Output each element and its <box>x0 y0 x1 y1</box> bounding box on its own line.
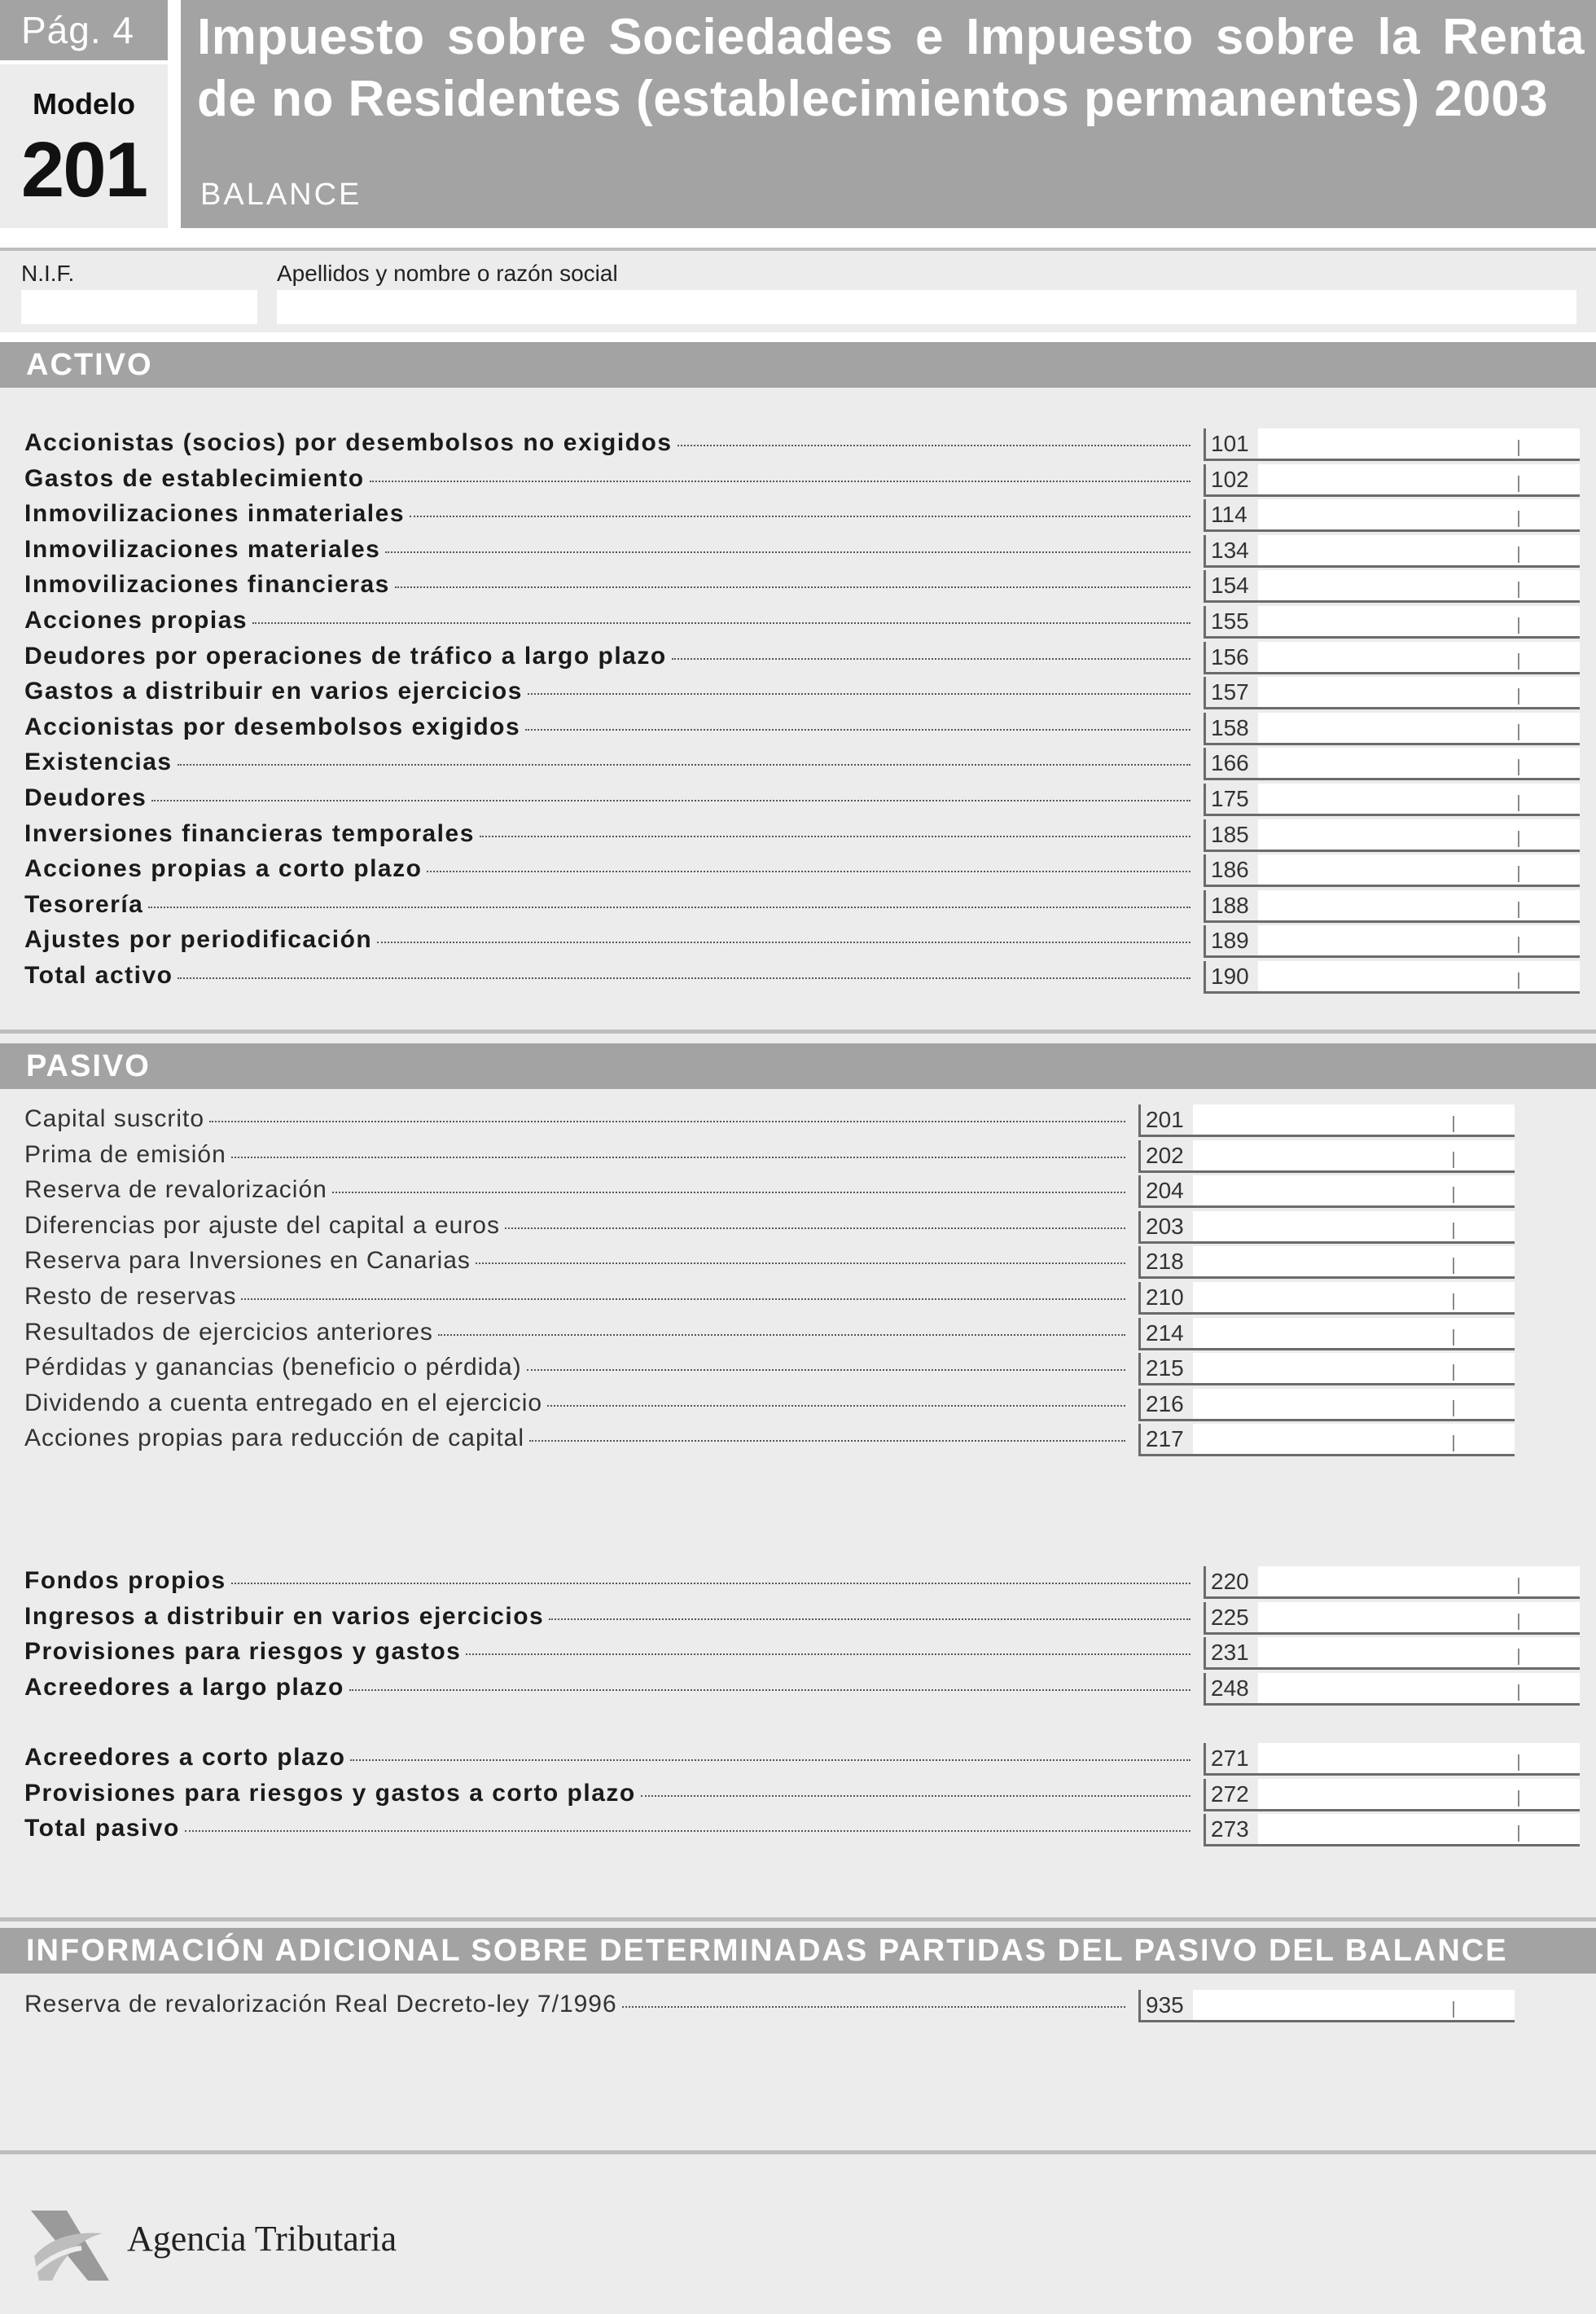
row-label <box>24 1350 1125 1385</box>
decimal-separator-mark <box>1453 1435 1454 1451</box>
form-row <box>0 1811 1596 1846</box>
form-row <box>0 532 1596 568</box>
dot-leader <box>547 1385 1125 1407</box>
row-label <box>24 425 1190 461</box>
box-code: 186 <box>1206 854 1258 885</box>
row-label <box>24 1811 1190 1846</box>
row-label <box>24 816 1190 852</box>
amount-field[interactable] <box>1204 890 1580 923</box>
identification-block <box>0 248 1596 332</box>
box-code: 190 <box>1206 961 1258 991</box>
decimal-separator-mark <box>1453 1223 1454 1239</box>
row-label <box>24 532 1190 568</box>
row-label <box>24 1243 1125 1279</box>
dot-leader <box>350 1740 1190 1761</box>
amount-field[interactable] <box>1204 499 1580 532</box>
box-code: 166 <box>1206 748 1258 778</box>
amount-field[interactable] <box>1204 1814 1580 1846</box>
dot-leader <box>178 744 1190 766</box>
box-code: 210 <box>1141 1282 1193 1312</box>
amount-field[interactable] <box>1204 748 1580 780</box>
row-label-text: Resto de reservas <box>24 1279 241 1315</box>
amount-field[interactable] <box>1138 1353 1515 1385</box>
page-number: Pág. 4 <box>0 0 168 60</box>
amount-field[interactable] <box>1204 1602 1580 1635</box>
decimal-separator-mark <box>1453 1293 1454 1310</box>
amount-field[interactable] <box>1204 606 1580 639</box>
row-label-text: Existencias <box>24 744 178 780</box>
dot-leader <box>480 816 1190 837</box>
box-code: 175 <box>1206 784 1258 814</box>
dot-leader <box>438 1315 1125 1336</box>
row-label-text: Total activo <box>24 958 178 994</box>
dot-leader <box>528 674 1190 695</box>
decimal-separator-mark <box>1518 902 1519 918</box>
dot-leader <box>525 709 1190 731</box>
row-label-text: Total pasivo <box>24 1811 185 1846</box>
box-code: 201 <box>1141 1104 1193 1135</box>
box-code: 188 <box>1206 890 1258 920</box>
amount-field[interactable] <box>1204 642 1580 674</box>
row-label-text: Inmovilizaciones inmateriales <box>24 496 410 532</box>
form-row <box>0 1987 1596 2022</box>
form-row <box>0 887 1596 923</box>
box-code: 217 <box>1141 1424 1193 1454</box>
info-heading: INFORMACIÓN ADICIONAL SOBRE DETERMINADAS PARTIDAS DEL PASIVO DEL BALANCE <box>0 1928 1596 1974</box>
row-label-text: Pérdidas y ganancias (beneficio o pérdida) <box>24 1350 527 1385</box>
row-label-text: Reserva de revalorización <box>24 1172 332 1208</box>
row-label <box>24 1670 1190 1706</box>
dot-leader <box>252 603 1190 624</box>
model-label: Modelo <box>33 87 135 121</box>
row-label-text: Capital suscrito <box>24 1101 209 1137</box>
amount-field[interactable] <box>1138 1318 1515 1350</box>
box-code: 185 <box>1206 819 1258 850</box>
decimal-separator-mark <box>1518 1825 1519 1842</box>
dot-leader <box>370 461 1190 482</box>
row-label-text: Deudores por operaciones de tráfico a largo plazo <box>24 639 672 674</box>
form-row <box>0 496 1596 532</box>
row-label-text: Inmovilizaciones materiales <box>24 532 385 568</box>
row-label-text: Acciones propias a corto plazo <box>24 851 427 887</box>
row-label-text: Reserva de revalorización Real Decreto-ley 7/1996 <box>24 1987 622 2022</box>
form-title: Impuesto sobre Sociedades e Impuesto sobre la Renta de no Residentes (establecimientos permanentes) 2003 <box>197 9 1585 127</box>
decimal-separator-mark <box>1518 1754 1519 1771</box>
box-code: 102 <box>1206 464 1258 494</box>
amount-field[interactable] <box>1204 1779 1580 1811</box>
row-label <box>24 922 1190 958</box>
row-label-text: Inmovilizaciones financieras <box>24 567 395 603</box>
row-label-text: Provisiones para riesgos y gastos <box>24 1634 466 1670</box>
nif-label: N.I.F. <box>21 261 75 286</box>
dot-leader <box>529 1420 1125 1442</box>
box-code: 216 <box>1141 1389 1193 1419</box>
form-row <box>0 851 1596 887</box>
pasivo-heading: PASIVO <box>0 1043 1596 1089</box>
amount-field[interactable] <box>1204 1566 1580 1599</box>
form-row <box>0 1243 1596 1279</box>
form-row <box>0 958 1596 994</box>
box-code: 248 <box>1206 1673 1258 1703</box>
decimal-separator-mark <box>1518 1684 1519 1701</box>
row-label-text: Gastos de establecimiento <box>24 461 370 497</box>
dot-leader <box>549 1599 1190 1620</box>
amount-field[interactable] <box>1204 819 1580 852</box>
decimal-separator-mark <box>1453 1400 1454 1416</box>
box-code: 218 <box>1141 1246 1193 1276</box>
name-field[interactable] <box>277 290 1576 324</box>
row-label-text: Ajustes por periodificación <box>24 922 377 958</box>
dot-leader <box>641 1776 1190 1797</box>
dot-leader <box>231 1563 1190 1584</box>
amount-field[interactable] <box>1204 535 1580 568</box>
amount-field[interactable] <box>1138 1175 1515 1208</box>
row-label-text: Inversiones financieras temporales <box>24 816 480 852</box>
box-code: 101 <box>1206 428 1258 459</box>
row-label <box>24 887 1190 923</box>
row-label-text: Diferencias por ajuste del capital a euros <box>24 1208 505 1244</box>
decimal-separator-mark <box>1518 547 1519 563</box>
amount-field[interactable] <box>1138 1140 1515 1173</box>
row-label <box>24 1987 1125 2022</box>
row-label-text: Dividendo a cuenta entregado en el ejercicio <box>24 1385 547 1421</box>
dot-leader <box>231 1137 1125 1158</box>
amount-field[interactable] <box>1204 854 1580 887</box>
decimal-separator-mark <box>1518 476 1519 492</box>
form-row <box>0 780 1596 816</box>
amount-field[interactable] <box>1204 925 1580 958</box>
row-label <box>24 1279 1125 1315</box>
agency-name: Agencia Tributaria <box>127 2219 397 2259</box>
row-label <box>24 851 1190 887</box>
amount-field[interactable] <box>1138 1282 1515 1315</box>
decimal-separator-mark <box>1453 1152 1454 1168</box>
row-label-text: Resultados de ejercicios anteriores <box>24 1315 438 1350</box>
agency-logo-icon <box>24 2206 117 2285</box>
decimal-separator-mark <box>1518 831 1519 847</box>
amount-field[interactable] <box>1204 464 1580 497</box>
box-code: 215 <box>1141 1353 1193 1383</box>
row-label <box>24 744 1190 780</box>
dot-leader <box>241 1279 1125 1300</box>
decimal-separator-mark <box>1518 617 1519 634</box>
form-row <box>0 1137 1596 1173</box>
decimal-separator-mark <box>1518 511 1519 527</box>
decimal-separator-mark <box>1453 2001 1454 2018</box>
row-label-text: Prima de emisión <box>24 1137 231 1173</box>
row-label-text: Acciones propias <box>24 603 252 639</box>
decimal-separator-mark <box>1453 1329 1454 1346</box>
row-label <box>24 567 1190 603</box>
amount-field[interactable] <box>1138 1246 1515 1279</box>
row-label-text: Deudores <box>24 780 151 816</box>
dot-leader <box>527 1350 1125 1371</box>
row-label <box>24 1385 1125 1421</box>
row-label-text: Accionistas (socios) por desembolsos no exigidos <box>24 425 677 461</box>
box-code: 156 <box>1206 642 1258 672</box>
row-label <box>24 1208 1125 1244</box>
form-row <box>0 922 1596 958</box>
decimal-separator-mark <box>1453 1116 1454 1132</box>
box-code: 214 <box>1141 1318 1193 1348</box>
decimal-separator-mark <box>1518 440 1519 456</box>
row-label <box>24 1420 1125 1456</box>
name-label: Apellidos y nombre o razón social <box>277 261 618 286</box>
box-code: 220 <box>1206 1566 1258 1596</box>
row-label <box>24 1599 1190 1635</box>
form-row <box>0 1315 1596 1350</box>
dot-leader <box>410 496 1190 517</box>
row-label <box>24 1315 1125 1350</box>
decimal-separator-mark <box>1518 937 1519 953</box>
info-section <box>0 1921 1596 2150</box>
row-label <box>24 1776 1190 1811</box>
activo-section <box>0 342 1596 1030</box>
dot-leader <box>505 1208 1125 1229</box>
row-label-text: Accionistas por desembolsos exigidos <box>24 709 525 745</box>
amount-field[interactable] <box>1138 1389 1515 1421</box>
row-label-text: Acciones propias para reducción de capital <box>24 1420 529 1456</box>
row-label <box>24 1563 1190 1599</box>
dot-leader <box>672 639 1190 660</box>
activo-heading: ACTIVO <box>0 342 1596 388</box>
decimal-separator-mark <box>1518 582 1519 598</box>
row-label <box>24 709 1190 745</box>
box-code: 134 <box>1206 535 1258 565</box>
form-row <box>0 1599 1596 1635</box>
amount-field[interactable] <box>1204 961 1580 994</box>
amount-field[interactable] <box>1138 1211 1515 1244</box>
dot-leader <box>476 1243 1125 1264</box>
form-row <box>0 744 1596 780</box>
amount-field[interactable] <box>1204 1637 1580 1670</box>
decimal-separator-mark <box>1453 1187 1454 1203</box>
row-label <box>24 1740 1190 1776</box>
dot-leader <box>209 1101 1125 1122</box>
form-row <box>0 816 1596 852</box>
decimal-separator-mark <box>1518 1614 1519 1630</box>
box-code: 273 <box>1206 1814 1258 1844</box>
decimal-separator-mark <box>1518 973 1519 989</box>
row-label <box>24 461 1190 497</box>
row-label <box>24 780 1190 816</box>
form-row <box>0 1563 1596 1599</box>
row-label-text: Acreedores a corto plazo <box>24 1740 350 1776</box>
decimal-separator-mark <box>1453 1258 1454 1274</box>
model-box <box>0 64 168 228</box>
dot-leader <box>466 1634 1190 1655</box>
row-label-text: Fondos propios <box>24 1563 231 1599</box>
amount-field[interactable] <box>1204 428 1580 461</box>
row-label <box>24 1137 1125 1173</box>
dot-leader <box>622 1987 1125 2008</box>
row-label-text: Ingresos a distribuir en varios ejercicios <box>24 1599 549 1635</box>
decimal-separator-mark <box>1518 759 1519 775</box>
title-banner <box>181 0 1596 228</box>
form-row <box>0 639 1596 674</box>
dot-leader <box>677 425 1190 446</box>
form-row <box>0 1670 1596 1706</box>
form-row <box>0 461 1596 497</box>
form-row <box>0 1208 1596 1244</box>
dot-leader <box>349 1670 1190 1691</box>
row-label <box>24 639 1190 674</box>
form-row <box>0 1172 1596 1208</box>
dot-leader <box>151 780 1190 801</box>
decimal-separator-mark <box>1518 795 1519 811</box>
form-row <box>0 603 1596 639</box>
row-label-text: Tesorería <box>24 887 148 923</box>
amount-field[interactable] <box>1204 570 1580 603</box>
form-row <box>0 1101 1596 1137</box>
box-code: 158 <box>1206 713 1258 743</box>
decimal-separator-mark <box>1518 688 1519 705</box>
box-code: 202 <box>1141 1140 1193 1170</box>
box-code: 114 <box>1206 499 1258 529</box>
decimal-separator-mark <box>1518 1578 1519 1594</box>
box-code: 155 <box>1206 606 1258 636</box>
amount-field[interactable] <box>1204 1743 1580 1776</box>
dot-leader <box>377 922 1190 943</box>
amount-field[interactable] <box>1204 713 1580 745</box>
form-row <box>0 674 1596 709</box>
form-row <box>0 567 1596 603</box>
row-label-text: Provisiones para riesgos y gastos a corto plazo <box>24 1776 641 1811</box>
decimal-separator-mark <box>1453 1364 1454 1381</box>
form-row <box>0 1279 1596 1315</box>
amount-field[interactable] <box>1138 1104 1515 1137</box>
row-label <box>24 1172 1125 1208</box>
row-label <box>24 496 1190 532</box>
amount-field[interactable] <box>1138 1424 1515 1456</box>
box-code: 272 <box>1206 1779 1258 1809</box>
amount-field[interactable] <box>1204 677 1580 709</box>
dot-leader <box>178 958 1190 979</box>
form-row <box>0 1776 1596 1811</box>
box-code: 157 <box>1206 677 1258 707</box>
amount-field[interactable] <box>1204 784 1580 816</box>
pasivo-section <box>0 1034 1596 1917</box>
form-row <box>0 709 1596 745</box>
decimal-separator-mark <box>1518 724 1519 740</box>
box-code: 935 <box>1141 1990 1193 2020</box>
form-row <box>0 1420 1596 1456</box>
box-code: 271 <box>1206 1743 1258 1773</box>
decimal-separator-mark <box>1518 653 1519 670</box>
form-subtitle: BALANCE <box>200 178 362 212</box>
row-label <box>24 1101 1125 1137</box>
box-code: 189 <box>1206 925 1258 955</box>
dot-leader <box>395 567 1190 588</box>
form-row <box>0 1385 1596 1421</box>
box-code: 204 <box>1141 1175 1193 1205</box>
row-label-text: Acreedores a largo plazo <box>24 1670 349 1706</box>
row-label <box>24 958 1190 994</box>
amount-field[interactable] <box>1138 1990 1515 2022</box>
decimal-separator-mark <box>1518 1649 1519 1665</box>
decimal-separator-mark <box>1518 1790 1519 1807</box>
form-row <box>0 425 1596 461</box>
row-label-text: Reserva para Inversiones en Canarias <box>24 1243 476 1279</box>
model-number: 201 <box>20 126 147 213</box>
box-code: 203 <box>1141 1211 1193 1241</box>
dot-leader <box>427 851 1190 872</box>
row-label-text: Gastos a distribuir en varios ejercicios <box>24 674 528 709</box>
dot-leader <box>185 1811 1190 1832</box>
box-code: 225 <box>1206 1602 1258 1632</box>
row-label <box>24 603 1190 639</box>
form-row <box>0 1740 1596 1776</box>
box-code: 154 <box>1206 570 1258 600</box>
nif-field[interactable] <box>21 290 257 324</box>
amount-field[interactable] <box>1204 1673 1580 1706</box>
dot-leader <box>332 1172 1125 1193</box>
row-label <box>24 674 1190 709</box>
form-row <box>0 1350 1596 1385</box>
form-row <box>0 1634 1596 1670</box>
decimal-separator-mark <box>1518 866 1519 882</box>
dot-leader <box>385 532 1190 553</box>
dot-leader <box>148 887 1190 908</box>
box-code: 231 <box>1206 1637 1258 1667</box>
row-label <box>24 1634 1190 1670</box>
